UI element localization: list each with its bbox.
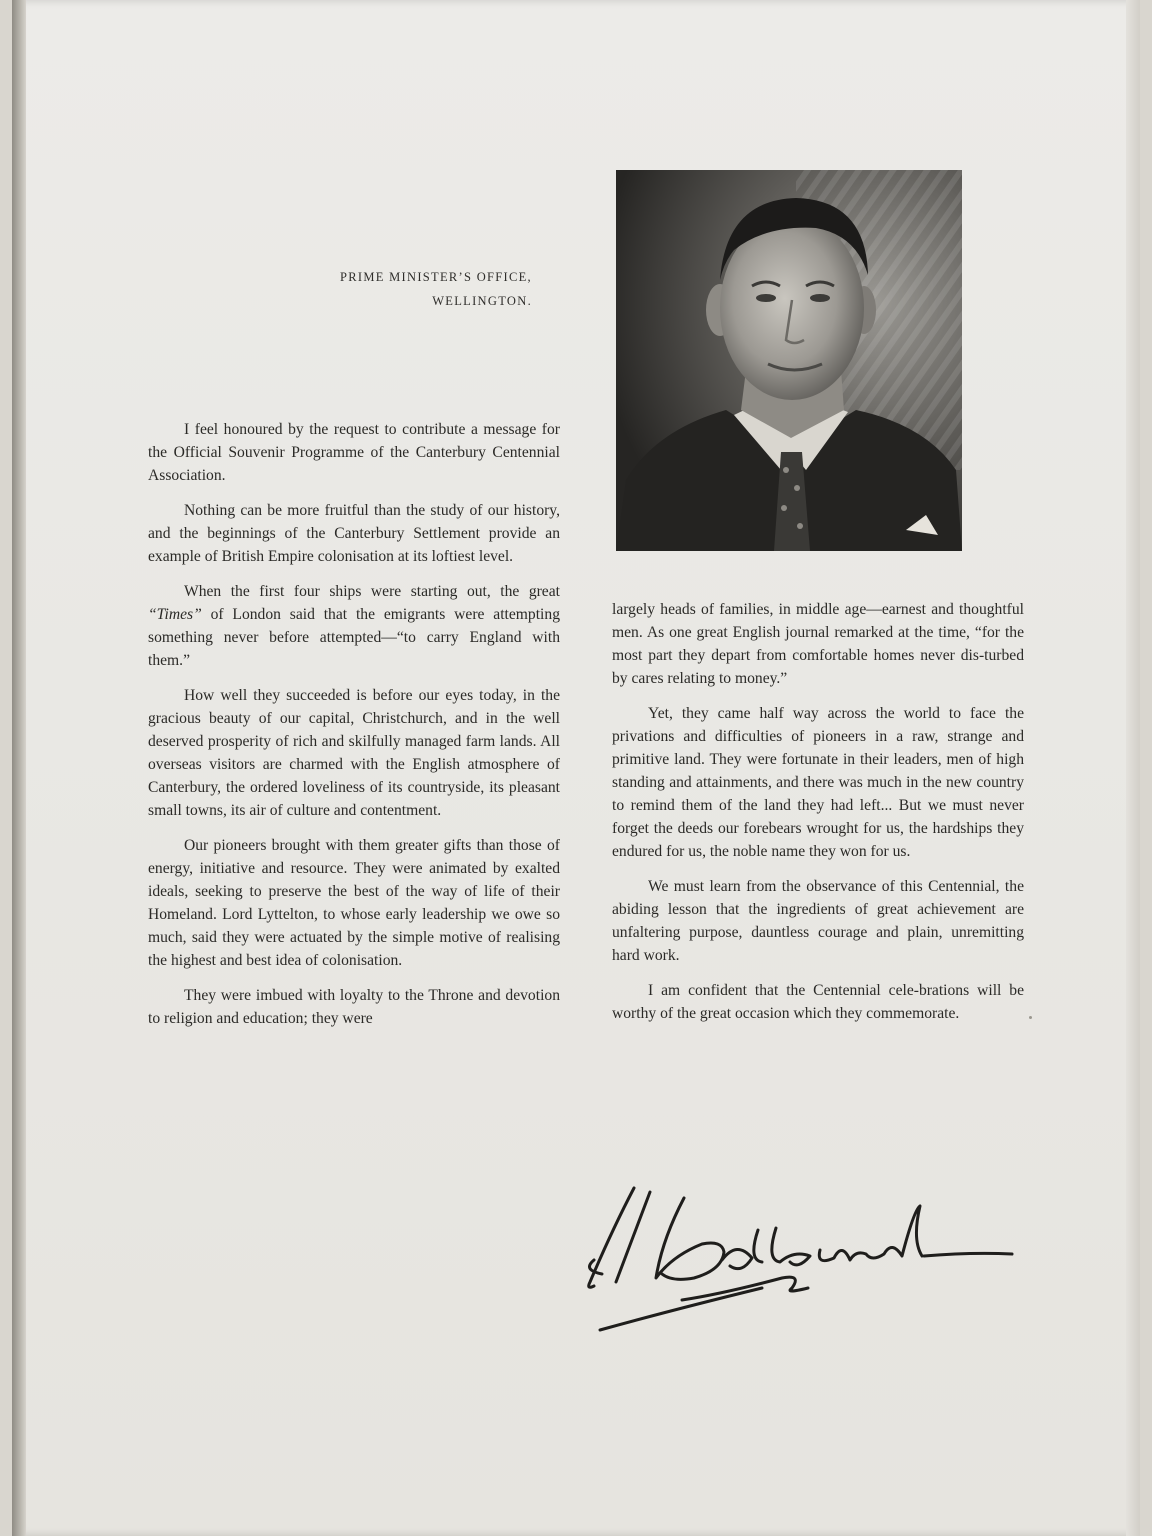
paragraph: largely heads of families, in middle age—earnest and thoughtful men. As one great English journal remarked at the time, “for the most part they depart from comfortable homes never dis-turbed by cares relating to money.” — [612, 601, 1024, 687]
paragraph: How well they succeeded is before our eyes today, in the gracious beauty of our capital, Christchurch, and in the well deserved prosperity of rich and skilfully managed farm lands. All overseas visitors are charmed with the English atmosphere of Canterbury, the ordered loveliness of its countryside, its pleasant small towns, its air of culture and contentment. — [148, 687, 560, 819]
page-binding-shadow — [12, 0, 26, 1536]
paragraph: Yet, they came half way across the world to face the privations and difficulties of pioneers in a raw, strange and primitive land. They were fortunate in their leaders, men of high standing and attainments, and there was much in the new country to remind them of the land they had left... But we must never forget the deeds our forebears wrought for us, the hardships they endured for us, the noble name they won for us. — [612, 705, 1024, 860]
page-edge — [1126, 0, 1140, 1536]
paragraph: Nothing can be more fruitful than the study of our history, and the beginnings of the Canterbury Settlement provide an example of British Empire colonisation at its loftiest level. — [148, 502, 560, 565]
paragraph — [148, 580, 560, 672]
paragraph: They were imbued with loyalty to the Throne and devotion to religion and education; they were — [148, 987, 560, 1027]
paragraph: I feel honoured by the request to contribute a message for the Official Souvenir Programme of the Canterbury Centennial Association. — [148, 421, 560, 484]
letterhead-city: WELLINGTON. — [432, 294, 532, 308]
paragraph-text: of London said that the emigrants were attempting something never before attempted—“to carry England with them.” — [148, 606, 560, 669]
paragraph: I am confident that the Centennial cele-brations will be worthy of the great occasion which they commemorate. — [612, 982, 1024, 1022]
signature-drawing — [572, 1170, 1032, 1340]
paper-speck — [1029, 1016, 1032, 1019]
portrait-illustration — [616, 170, 962, 551]
letterhead-office: PRIME MINISTER’S OFFICE, — [340, 270, 532, 284]
paragraph: Our pioneers brought with them greater gifts than those of energy, initiative and resource. They were animated by exalted ideals, seeking to preserve the best of the way of life of their Homeland. Lord Lyttelton, to whose early leadership we owe so much, said they were actuated by the simple motive of realising the highest and best idea of colonisation. — [148, 837, 560, 969]
letter-left-column — [148, 418, 560, 1042]
paragraph-text: When the first four ships were starting out, the great — [184, 583, 560, 600]
newspaper-title: “Times” — [148, 606, 202, 623]
document-page — [12, 0, 1140, 1536]
letter-right-column — [612, 598, 1024, 1037]
paragraph: We must learn from the observance of this Centennial, the abiding lesson that the ingredients of great achievement are unfaltering purpose, dauntless courage and plain, unremitting hard work. — [612, 878, 1024, 964]
portrait-photo — [616, 170, 962, 551]
handwritten-signature — [572, 1170, 1032, 1340]
